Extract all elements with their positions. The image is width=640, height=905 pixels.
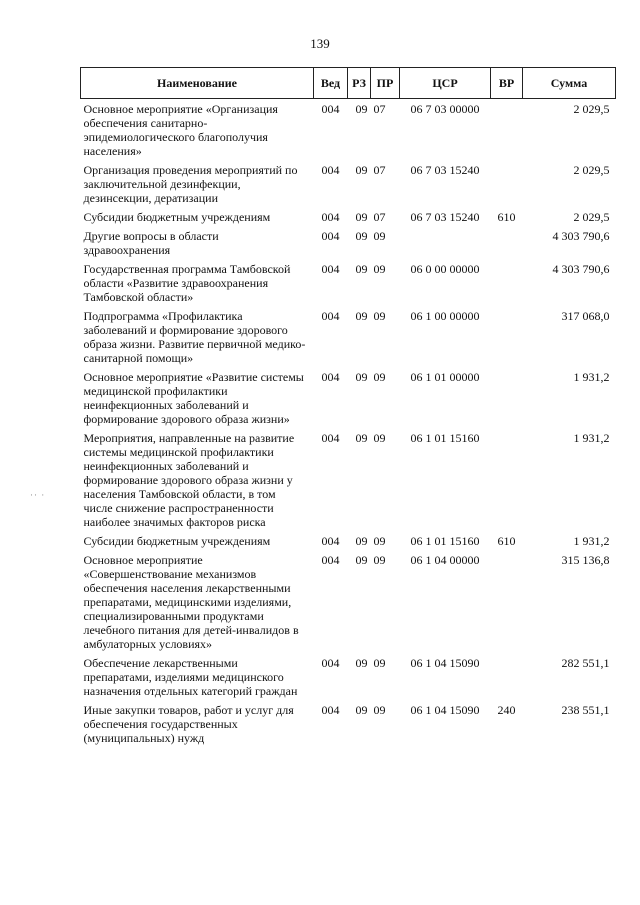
cell-rz: 09	[355, 656, 368, 670]
cell-csr: 06 1 01 00000	[410, 370, 480, 384]
table-row	[81, 261, 616, 308]
cell-rz: 09	[355, 210, 368, 224]
table-row	[81, 308, 616, 369]
table-row	[81, 209, 616, 228]
table-row	[81, 228, 616, 261]
cell-vr	[491, 261, 523, 308]
table-row	[81, 99, 616, 163]
header-csr: ЦСР	[400, 68, 491, 99]
table-row	[81, 533, 616, 552]
cell-rz: 09	[355, 553, 368, 567]
header-pr: ПР	[371, 68, 400, 99]
table-row	[81, 702, 616, 749]
cell-ved: 004	[321, 370, 340, 384]
header-ved: Вед	[314, 68, 348, 99]
cell-pr: 09	[373, 553, 386, 567]
cell-ved: 004	[321, 210, 340, 224]
cell-name: Организация проведения мероприятий по заключительной дезинфекции, дезинсекции, дератизации	[83, 163, 298, 205]
cell-pr: 09	[373, 431, 386, 445]
cell-name: Субсидии бюджетным учреждениям	[83, 210, 271, 224]
cell-rz: 09	[355, 163, 368, 177]
cell-sum: 238 551,1	[561, 703, 610, 717]
cell-rz: 09	[355, 534, 368, 548]
cell-rz: 09	[355, 102, 368, 116]
cell-ved: 004	[321, 553, 340, 567]
cell-ved: 004	[321, 229, 340, 243]
cell-name: Основное мероприятие «Совершенствование механизмов обеспечения населения лекарственными препаратами, медицинскими изделиями, специализированными продуктами лечебного питания для детей-инвалидов в амбулаторных условиях»	[83, 553, 299, 651]
cell-sum: 4 303 790,6	[552, 229, 610, 243]
cell-rz: 09	[355, 431, 368, 445]
cell-sum: 1 931,2	[573, 534, 610, 548]
cell-pr: 07	[373, 210, 386, 224]
cell-rz: 09	[355, 262, 368, 276]
cell-ved: 004	[321, 309, 340, 323]
cell-csr	[400, 228, 491, 261]
cell-sum: 2 029,5	[573, 102, 610, 116]
cell-csr: 06 7 03 15240	[410, 163, 480, 177]
table-row	[81, 552, 616, 655]
cell-sum: 1 931,2	[573, 370, 610, 384]
cell-ved: 004	[321, 703, 340, 717]
cell-name: Мероприятия, направленные на развитие системы медицинской профилактики неинфекционных заболеваний и формирование здорового образа жизни у населения Тамбовской области, в том числе снижение распространенности наиболее значимых факторов риска	[83, 431, 295, 529]
table-row	[81, 162, 616, 209]
cell-ved: 004	[321, 262, 340, 276]
cell-pr: 09	[373, 229, 386, 243]
cell-pr: 09	[373, 656, 386, 670]
cell-rz: 09	[355, 370, 368, 384]
budget-table	[80, 67, 616, 749]
cell-name: Основное мероприятие «Развитие системы медицинской профилактики неинфекционных заболеваний и формирование здорового образа жизни»	[83, 370, 304, 426]
page-number: 139	[310, 36, 330, 51]
cell-csr: 06 1 01 15160	[410, 431, 480, 445]
cell-vr	[491, 655, 523, 702]
cell-pr: 09	[373, 370, 386, 384]
header-rz: РЗ	[348, 68, 371, 99]
cell-csr: 06 7 03 00000	[410, 102, 480, 116]
cell-pr: 07	[373, 102, 386, 116]
cell-name: Основное мероприятие «Организация обеспечения санитарно-эпидемиологического благополучия населения»	[83, 102, 278, 158]
cell-vr: 610	[497, 210, 516, 224]
cell-ved: 004	[321, 102, 340, 116]
cell-pr: 09	[373, 703, 386, 717]
header-name: Наименование	[81, 68, 314, 99]
cell-csr: 06 1 04 15090	[410, 703, 480, 717]
cell-ved: 004	[321, 656, 340, 670]
cell-sum: 1 931,2	[573, 431, 610, 445]
table-header	[81, 68, 616, 99]
cell-name: Государственная программа Тамбовской области «Развитие здравоохранения Тамбовской области»	[83, 262, 291, 304]
cell-vr	[491, 552, 523, 655]
cell-csr: 06 1 00 00000	[410, 309, 480, 323]
cell-vr: 240	[497, 703, 516, 717]
cell-ved: 004	[321, 163, 340, 177]
table-row	[81, 655, 616, 702]
cell-pr: 09	[373, 534, 386, 548]
cell-ved: 004	[321, 431, 340, 445]
table-row	[81, 369, 616, 430]
header-row	[81, 68, 616, 99]
cell-csr: 06 7 03 15240	[410, 210, 480, 224]
cell-name: Подпрограмма «Профилактика заболеваний и формирование здорового образа жизни. Развитие первичной медико-санитарной помощи»	[83, 309, 306, 365]
cell-csr: 06 0 00 00000	[410, 262, 480, 276]
cell-sum: 2 029,5	[573, 210, 610, 224]
cell-sum: 317 068,0	[561, 309, 610, 323]
cell-csr: 06 1 04 15090	[410, 656, 480, 670]
cell-pr: 09	[373, 262, 386, 276]
cell-sum: 4 303 790,6	[552, 262, 610, 276]
cell-vr	[491, 430, 523, 533]
cell-rz: 09	[355, 309, 368, 323]
cell-vr	[491, 162, 523, 209]
cell-csr: 06 1 04 00000	[410, 553, 480, 567]
header-vr: ВР	[491, 68, 523, 99]
cell-vr	[491, 99, 523, 163]
margin-mark: ·· ·	[30, 490, 46, 500]
cell-ved: 004	[321, 534, 340, 548]
cell-sum: 315 136,8	[561, 553, 610, 567]
cell-rz: 09	[355, 229, 368, 243]
header-sum: Сумма	[523, 68, 616, 99]
cell-csr: 06 1 01 15160	[410, 534, 480, 548]
cell-pr: 09	[373, 309, 386, 323]
cell-name: Субсидии бюджетным учреждениям	[83, 534, 271, 548]
cell-name: Обеспечение лекарственными препаратами, изделиями медицинского назначения отдельных категорий граждан	[83, 656, 298, 698]
cell-vr: 610	[497, 534, 516, 548]
table-body	[81, 99, 616, 750]
cell-rz: 09	[355, 703, 368, 717]
table-row	[81, 430, 616, 533]
cell-vr	[491, 228, 523, 261]
cell-name: Другие вопросы в области здравоохранения	[83, 229, 219, 257]
cell-vr	[491, 369, 523, 430]
cell-sum: 282 551,1	[561, 656, 610, 670]
cell-sum: 2 029,5	[573, 163, 610, 177]
cell-pr: 07	[373, 163, 386, 177]
cell-vr	[491, 308, 523, 369]
cell-name: Иные закупки товаров, работ и услуг для обеспечения государственных (муниципальных) нужд	[83, 703, 294, 745]
